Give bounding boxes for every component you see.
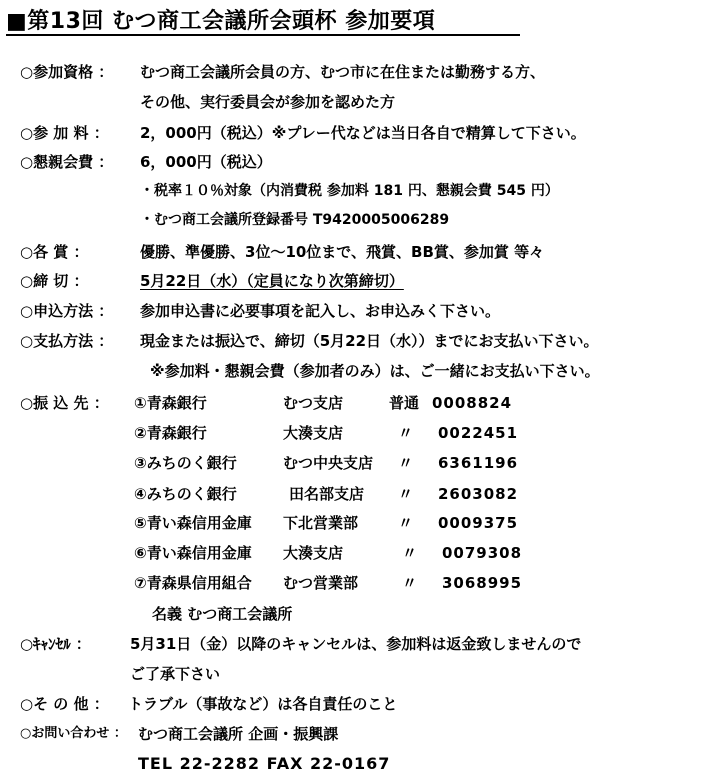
bank-branch: むつ営業部 [283, 574, 359, 592]
bank-branch: 田名部支店 [289, 485, 365, 503]
bank-branch: 大湊支店 [283, 424, 344, 442]
transfer-label: ○振 込 先 ： [20, 394, 109, 412]
bank-account-number: 3068995 [442, 574, 523, 592]
bank-branch: 下北営業部 [283, 514, 359, 532]
account-holder-name: 名義 むつ商工会議所 [152, 605, 293, 623]
bank-branch: 大湊支店 [283, 544, 344, 562]
document-title: ■第13回 むつ商工会議所会頭杯 参加要項 [6, 9, 436, 34]
bank-name: ⑤青い森信用金庫 [134, 514, 252, 532]
prizes-label: ○各 賞 ： [20, 243, 89, 261]
contact-text: むつ商工会議所 企画・振興課 [138, 725, 339, 743]
other-text: トラブル（事故など）は各自責任のこと [128, 695, 398, 713]
cancel-line1: 5月31日（金）以降のキャンセルは、参加料は返金致しませんので [130, 635, 582, 653]
bank-name: ⑦青森県信用組合 [134, 574, 252, 592]
contact-label: ○お問い合わせ ： [20, 726, 127, 741]
eligibility-line2: その他、実行委員会が参加を認めた方 [140, 93, 396, 111]
bank-account-number: 0008824 [432, 394, 513, 412]
contact-phone: TEL 22-2282 FAX 22-0167 [138, 754, 391, 773]
bank-account-number: 2603082 [438, 485, 519, 503]
bank-name: ④みちのく銀行 [134, 485, 237, 503]
application-text: 参加申込書に必要事項を記入し、お申込みく下さい。 [140, 302, 501, 320]
cancel-line2: ご了承下さい [130, 665, 221, 683]
bank-name: ⑥青い森信用金庫 [134, 544, 252, 562]
payment-line2: ※参加料・懇親会費（参加者のみ）は、ご一緒にお支払い下さい。 [150, 362, 600, 380]
fee-text: 2，000円（税込）※プレー代などは当日各自で精算して下さい。 [140, 124, 586, 142]
title-underline [6, 34, 520, 36]
bank-branch: むつ中央支店 [283, 454, 374, 472]
bank-account-type: 〃 [398, 485, 414, 503]
bank-account-type: 〃 [398, 514, 414, 532]
bank-account-type: 〃 [398, 454, 414, 472]
deadline-label: ○締 切 ： [20, 272, 89, 290]
application-label: ○申込方法 ： [20, 302, 114, 320]
bank-account-type: 〃 [402, 574, 418, 592]
bank-account-number: 0079308 [442, 544, 523, 562]
other-label: ○そ の 他 ： [20, 695, 109, 713]
payment-line1: 現金または振込で、締切（5月22日（水））までにお支払い下さい。 [140, 332, 599, 350]
bank-account-number: 6361196 [438, 454, 519, 472]
eligibility-line1: むつ商工会議所会員の方、むつ市に在住または勤務する方、 [140, 63, 546, 81]
party-fee-tax-note: ・税率１０％対象（内消費税 参加料 181 円、懇親会費 545 円） [140, 183, 559, 199]
bank-name: ②青森銀行 [134, 424, 207, 442]
bank-account-type: 〃 [402, 544, 418, 562]
prizes-text: 優勝、準優勝、3位～10位まで、飛賞、BB賞、参加賞 等々 [140, 243, 545, 261]
bank-account-number: 0022451 [438, 424, 519, 442]
bank-account-type: 〃 [398, 424, 414, 442]
fee-label: ○参 加 料 ： [20, 124, 109, 142]
deadline-text: 5月22日（水）（定員になり次第締切） [140, 272, 404, 290]
payment-label: ○支払方法 ： [20, 332, 114, 350]
party-fee-registration-note: ・むつ商工会議所登録番号 T9420005006289 [140, 212, 450, 228]
bank-name: ①青森銀行 [134, 394, 207, 412]
bank-name: ③みちのく銀行 [134, 454, 237, 472]
bank-branch: むつ支店 [283, 394, 344, 412]
cancel-label: ○ｷｬﾝｾﾙ ： [20, 635, 91, 653]
bank-account-type: 普通 [389, 394, 420, 412]
party-fee-label: ○懇親会費 ： [20, 153, 114, 171]
eligibility-label: ○参加資格 ： [20, 63, 114, 81]
party-fee-text: 6，000円（税込） [140, 153, 272, 171]
bank-account-number: 0009375 [438, 514, 519, 532]
